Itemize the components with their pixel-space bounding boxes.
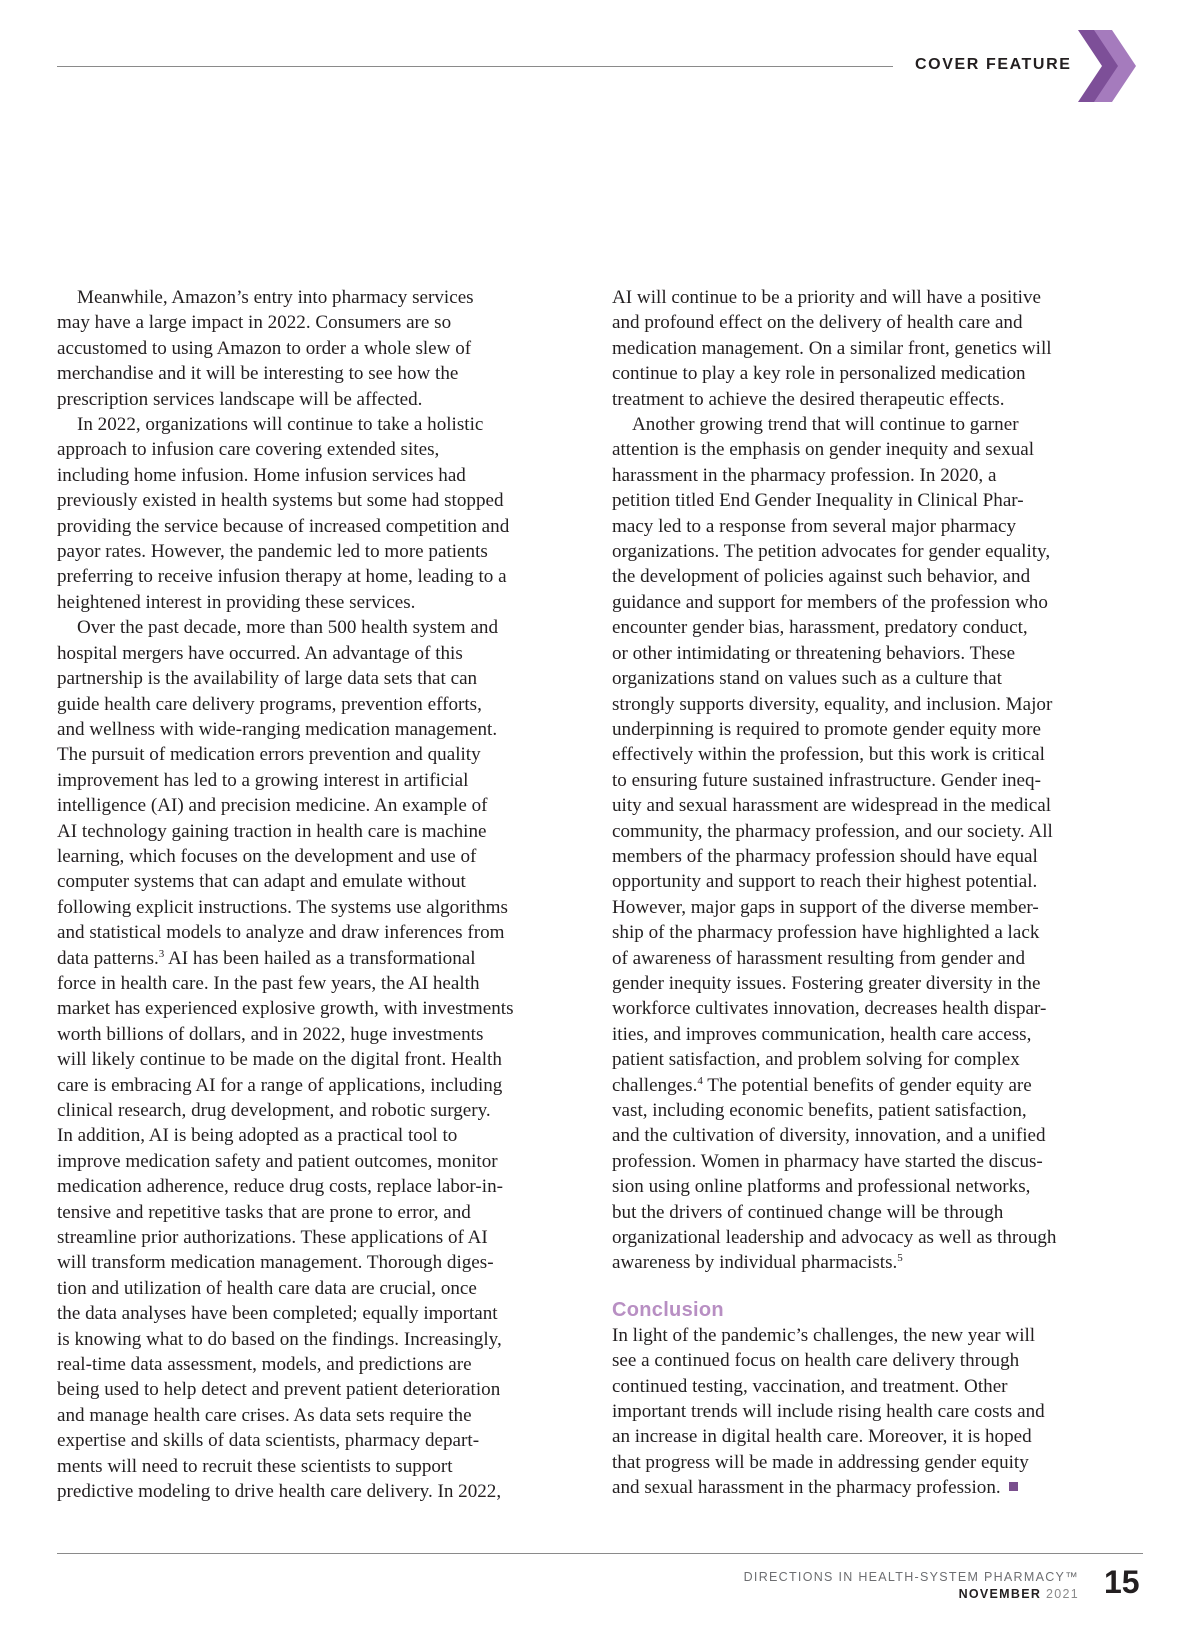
conclusion-heading: Conclusion bbox=[612, 1298, 724, 1321]
footer-publication: DIRECTIONS IN HEALTH-SYSTEM PHARMACY™ bbox=[743, 1570, 1079, 1584]
paragraph-infusion: In 2022, organizations will continue to take a holistic approach to infusion care covering extended sites, including home infusion. Home infusion services had previously existed in health systems but some had stopped providing the service because of increased competition and payor rates. However, the pandemic led to more patients preferring to receive infusion therapy at home, leading to a heightened interest in providing these services. bbox=[57, 414, 510, 613]
section-label: COVER FEATURE bbox=[915, 56, 1072, 73]
paragraph-gender-equity-part1: Another growing trend that will continue to garner attention is the emphasis on gender inequity and sexual harassment in the pharmacy profession. In 2020, a petition titled End Gender Inequality in Clinical Phar- macy led to a response from several major pharmacy organizations. The petition advocates for gender equality, the development of policies against such behavior, and guidance and support for members of the profession who encounter gender bias, harassment, predatory conduct, or other intimidating or threatening behaviors. These organizations stand on values such as a culture that strongly supports diversity, equality, and inclusion. Major underpinning is required to promote gender equity more effectively within the profession, but this work is critical to ensuring future sustained infrastructure. Gender ineq- uity and sexual harassment are widespread in the medical community, the pharmacy profession, and our society. All members of the pharmacy profession should have equal opportunity and support to reach their highest potential. However, major gaps in support of the diverse member- ship of the pharmacy profession have highlighted a lack of awareness of harassment resulting from gender and gender inequity issues. Fostering greater diversity in the workforce cultivates innovation, decreases health dispar- ities, and improves communication, health care access, patient satisfaction, and problem solving for complex challenges. bbox=[612, 414, 1053, 1096]
right-column bbox=[612, 285, 1142, 1501]
paragraph-mergers-ai bbox=[57, 615, 585, 1504]
footer-issue-date bbox=[959, 1587, 1079, 1601]
left-column bbox=[57, 285, 585, 1505]
paragraph-ai-continued: AI will continue to be a priority and will have a positive and profound effect on the delivery of health care and medication management. On a similar front, genetics will continue to play a key role in personalized medication treatment to achieve the desired therapeutic effects. bbox=[612, 287, 1052, 410]
paragraph-gender-equity-part2: The potential benefits of gender equity are vast, including economic benefits, patient satisfaction, and the cultivation of diversity, innovation, and a unified profession. Women in pharmacy have started the discus- sion using online platforms and professional networks, but the drivers of continued change will be through organizational leadership and advocacy as well as through awareness by individual pharmacists. bbox=[612, 1074, 1057, 1274]
end-of-article-icon bbox=[1009, 1482, 1018, 1491]
header-rule bbox=[57, 66, 893, 67]
conclusion-text: In light of the pandemic’s challenges, the new year will see a continued focus on health care delivery through continued testing, vaccination, and treatment. Other important trends will include rising health care costs and an increase in digital health care. Moreover, it is hoped that progress will be made in addressing gender equity and sexual harassment in the pharmacy profession. bbox=[612, 1324, 1045, 1499]
paragraph-mergers-ai-part1: Over the past decade, more than 500 health system and hospital mergers have occurred. An advantage of this partnership is the availability of large data sets that can guide health care delivery programs, prevention efforts, and wellness with wide-ranging medication management. The pursuit of medication errors prevention and quality improvement has led to a growing interest in artificial intelligence (AI) and precision medicine. An example of AI technology gaining traction in health care is machine learning, which focuses on the development and use of computer systems that can adapt and emulate without following explicit instructions. The systems use algorithms and statistical models to analyze and draw inferences from data patterns. bbox=[57, 617, 508, 969]
paragraph-conclusion bbox=[612, 1323, 1142, 1501]
chevron-right-icon bbox=[1078, 30, 1136, 102]
footnote-ref-3: 3 bbox=[158, 947, 165, 960]
paragraph-gender-equity bbox=[612, 412, 1142, 1276]
paragraph-mergers-ai-part2: AI has been hailed as a transformational force in health care. In the past few years, the AI health market has experienced explosive growth, with investments worth billions of dollars, and in 2022, huge investments will likely continue to be made on the digital front. Health care is embracing AI for a range of applications, including clinical research, drug development, and robotic surgery. In addition, AI is being adopted as a practical tool to improve medication safety and patient outcomes, monitor medication adherence, reduce drug costs, replace labor-in- tensive and repetitive tasks that are prone to error, and streamline prior authorizations. These applications of AI will transform medication management. Thorough diges- tion and utilization of health care data are crucial, once the data analyses have been completed; equally important is knowing what to do based on the findings. Increasingly, real-time data assessment, models, and predictions are being used to help detect and prevent patient deterioration and manage health care crises. As data sets require the expertise and skills of data scientists, pharmacy depart- ments will need to recruit these scientists to support predictive modeling to drive health care delivery. In 2022, bbox=[57, 947, 514, 1503]
footer-year: 2021 bbox=[1045, 1587, 1079, 1601]
footnote-ref-4: 4 bbox=[697, 1074, 703, 1087]
paragraph-amazon: Meanwhile, Amazon’s entry into pharmacy services may have a large impact in 2022. Consumers are so accustomed to using Amazon to order a whole slew of merchandise and it will be interesting to see how the prescription services landscape will be affected. bbox=[57, 287, 474, 410]
footer-rule bbox=[57, 1553, 1143, 1554]
page-number: 15 bbox=[1104, 1564, 1140, 1600]
footer-month: NOVEMBER bbox=[958, 1587, 1042, 1601]
footnote-ref-5: 5 bbox=[897, 1252, 903, 1265]
